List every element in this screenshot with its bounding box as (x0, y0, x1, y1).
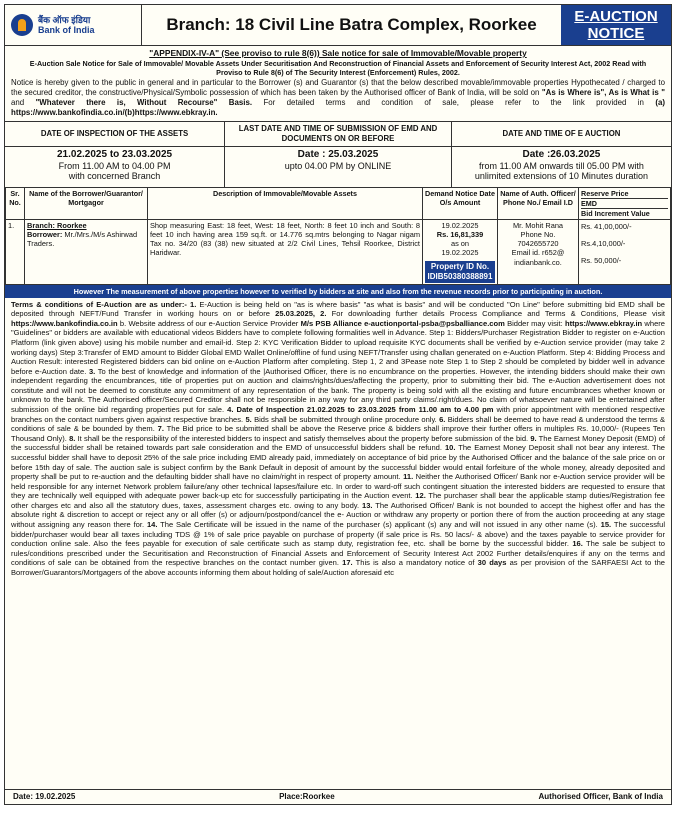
row-amount: Rs. 16,81,339 (436, 229, 484, 239)
terms-n6: 6. (439, 414, 446, 424)
row-phone: 7042655720 (517, 239, 559, 249)
inspection-heading: DATE OF INSPECTION OF THE ASSETS (5, 122, 224, 147)
terms-text-17: The Sale Certificate will be issued in the name of the purchaser (s) applicant (s) any and will not issued in any other name (s). (157, 519, 601, 529)
terms-text-5: where "Guidelines" or bidders are available with educational videos Bidders have to complete following formalities well in Advance. Step 1: Bidders/Purchaser Registration Bidder to register on e-Auction Platform (link given above) using his mobile number and email-id. Step 2: KYC Verification Bidder to upload requisite KYC documents shall be verified by e-Auction service provider (may take 2 working days) Step 3:Transfer of EMD amount to Bidder Global EMD Wallet Online/offline of fund using NEFT/Transfer using challan generated on e-Auction Platform. Step 4: Bidding Process and Auction Result: interested Registered bidders can bid online on e-Auction Platform after completing. Step 1, 2 and 3Pease note Step 1 to Step 2 should be completed by bidder well in advance before e-Auction date. (11, 318, 665, 376)
row-officer-name: Mr. Mohit Rana (512, 220, 564, 230)
row-email: Email id. r652@ indianbank.co. (511, 248, 565, 267)
terms-text-8: Bids shall be submitted through online procedure only. (251, 414, 440, 424)
property-id-badge: Property ID No. IDIB50380388891 (425, 261, 495, 283)
header-demand (423, 187, 498, 219)
terms-text-15: The purchaser shall bear the applicable stamp duties/Registration fee other charges etc and also all the statutory dues, taxes, assessment charges etc. owing to any body. (11, 491, 666, 510)
row-reserve-price: Rs. 41,00,000/- (581, 221, 632, 231)
measurement-notice-bar: However The measurement of above properties however to verified by bidders at site and also from the revenue records prior to participating in auction. (5, 285, 671, 298)
terms-url-ebkray: https://www.ebkray.in (565, 318, 643, 328)
header-demand-date: Demand Notice Date (425, 188, 495, 198)
terms-days: 30 days (477, 558, 507, 568)
terms-text-16: The Authorised Officer/ Bank is not bounded to accept the highest offer and has the absolute right & discretion to accept or reject any or all offer (s) or adjourn/postpond/cancel the e- Auction or withdraw any property or portion there of from the auction proceeding at any stage without assigning any reason there for. (11, 500, 665, 529)
notice-header (5, 5, 671, 46)
row-as-on-date: 19.02.2025 (441, 248, 479, 258)
terms-text-2: For downloading further details Process Compliance and Terms & Conditions, Please visit (326, 309, 665, 319)
terms-url-bankofindia: https://www.bankofindia.co.in (11, 318, 118, 328)
row-borrower (25, 219, 148, 284)
row-branch: Branch: Roorkee (27, 220, 87, 230)
row-borrower-name: Mr./Mrs./M/s Ashirwad Traders. (27, 229, 138, 249)
row-phone-label: Phone No. (520, 229, 556, 239)
terms-heading: Terms & conditions of E-Auction are as under:- 1. (11, 299, 197, 309)
e-auction-badge (561, 5, 671, 45)
inspection-note: with concerned Branch (68, 171, 161, 182)
terms-provider: M/s PSB Alliance e-auctionportal-psba@psballiance.com (300, 318, 505, 328)
notice-footer (5, 789, 671, 804)
terms-text-19: The sale be subject to rules/conditions prescribed under the Securitisation and Reconstruction of Financial Assets and Enforcement of Security Interest Act 2002 Further details/enquires if any on the terms and conditions of sale can be obtained from the respective branches on the contact number given. (11, 539, 666, 568)
terms-n10: 10. (444, 443, 456, 453)
bank-star-logo-icon (11, 14, 33, 36)
badge-line-2: NOTICE (587, 25, 645, 42)
row-borrower-label: Borrower: (27, 229, 63, 239)
terms-n9: 9. (530, 433, 537, 443)
row-prices (579, 219, 671, 284)
header-os-amount: O/s Amount (439, 197, 481, 207)
row-demand-date: 19.02.2025 (441, 220, 479, 230)
terms-n13: 13. (362, 500, 373, 510)
emd-column (225, 122, 452, 187)
branch-title: Branch: 18 Civil Line Batra Complex, Roorkee (166, 15, 537, 35)
auction-body (452, 147, 671, 187)
badge-line-1: E-AUCTION (574, 7, 658, 25)
terms-text-9: Bidders shall be deemed to have read & understood the terms & conditions of sale & be bounded by them. (11, 414, 665, 434)
row-bid-increment: Rs. 50,000/- (581, 256, 622, 266)
row-demand (423, 219, 498, 284)
terms-text-14: Neither the Authorised Officer/ Bank nor e-Auction service provider will be held responsible for any internet Network problem failure/any other technical lapses/failure etc. In order to ward-off such contingent situation the interested bidders are requested to ensure that they are technically well equipped with adequate power back-up etc for successfully participating in the Auction event. (11, 472, 665, 501)
property-table-header (6, 187, 671, 219)
auction-note: unlimited extensions of 10 Minutes duration (474, 171, 648, 182)
terms-text-13: The Earnest Money Deposit shall not bear any interest. The successful bidder shall have to deposit 25% of the sale price including EMD already paid, immediately on acceptance of bid price by the Authorised Officer and the balance of the sale price on or before 15th day of sale. The auction sale is subject confirm by the Bank Default in deposit of amount by the successful bidder would entail forfeiture of the whole money, already deposited and property shall be put to re-auction and the defaulting bidder shall have no claim/right in respect of property amount. (11, 443, 665, 482)
inspection-column (5, 122, 225, 187)
header-officer: Name of Auth. Officer/ Phone No./ Email I.D (498, 187, 579, 219)
intro-bold-2: "Whatever there is, Without Recourse" Basis. (35, 98, 253, 108)
header-reserve-price: Reserve Price (581, 189, 668, 199)
bank-name (38, 15, 95, 36)
emd-time: upto 04.00 PM by ONLINE (284, 160, 392, 171)
row-description: Shop measuring East: 18 feet, West: 18 feet, North: 8 feet 10 inch and South: 8 feet 10 inch having area 159 sq.ft. or 14.776 sq.mtrs belonging to Nagar nigam Tax no. 34/20 (83 (38) new situated at 2/2 Civil Lines, Tehsil Roorkee, District Haridwar. (148, 219, 423, 284)
terms-n17: 17. (342, 558, 353, 568)
header-bid-increment: Bid Increment Value (581, 208, 650, 218)
terms-text-20: This is also a mandatory notice of (352, 558, 478, 568)
auction-heading: DATE AND TIME OF E AUCTION (452, 122, 671, 147)
terms-date-1: 25.03.2025, 2. (275, 309, 327, 319)
auction-time: from 11.00 AM onwards till 05.00 PM with (478, 160, 644, 171)
key-dates (5, 121, 671, 187)
terms-n4: 4. Date of Inspection 21.02.2025 to 23.03.2025 from 11.00 am to 4.00 pm (227, 405, 494, 415)
auction-column (452, 122, 671, 187)
row-borrower-line (27, 230, 145, 249)
terms-text-6: To the best of knowledge and information of the |Authorised Officer, there is no encumbrance on the properties. However, the intending bidders should make their own independent regarding the encumbrances, title of properties put on auction and claims/rights/dues/affecting the property, prior to submitting their bid. The e-Auction advertisement does not constitute and will not be deemed to constitute any commitment of any representation of the bank. The property is being sold with all the existing and future encumbrances whether known or unknown to the bank. The Authorised officer/Secured Creditor shall not be responsible in any way for any third party claims/.right/dues. No claim of whatsoever nature will be entertained after submission of the online bid regarding properties put for sale. (11, 366, 666, 415)
footer-date: Date: 19.02.2025 (13, 792, 76, 801)
terms-text-18: The successful bidder/purchaser would bear all taxes including TDS @ 1% of sale price payable on purchase of property (if sale price is Rs. 50 lacs/- & above) and the taxes payable to service provider for conduction online sale. Also the fees payable for execution of sale certificate such as stamp duty, registration fee, etc. shall be borne by the successful bidder. (11, 519, 665, 549)
notice-subtitle: E-Auction Sale Notice for Sale of Immovable/ Movable Assets Under Securitisation And Reconstruction of Financial Assets and Enforcement of Security Interest Act, 2002 Read with Proviso to Rule 8(6) of The Security Interest (Enforcement) Rules, 2002. (29, 58, 647, 77)
intro-paragraph (5, 77, 671, 121)
emd-body (225, 147, 451, 187)
bank-logo (5, 5, 142, 45)
inspection-body (5, 147, 224, 187)
terms-text-21: as per provision of the SARFAESI Act to the Borrower/Guarantors/Mortgagers of the above accounts informing them about holding of sale/Auction aforesaid etc (11, 558, 665, 577)
header-description: Description of Immovable/Movable Assets (148, 187, 423, 219)
intro-part-2: and (11, 98, 36, 108)
emd-date: Date : 25.03.2025 (297, 148, 379, 160)
header-sr: Sr. No. (6, 187, 25, 219)
appendix-title: "APPENDIX-IV-A" (See proviso to rule 8(6)) Sale notice for sale of Immovable/Movable property (149, 48, 527, 58)
terms-n16: 16. (572, 539, 583, 549)
terms-n5: 5. (245, 414, 252, 424)
auction-notice (4, 4, 672, 805)
terms-text-12: The Earnest Money Deposit (EMD) of the successful bidder shall be retained towards part sale consideration and the EMD of unsuccessful bidders shall be refund. (11, 433, 665, 453)
terms-text-3: b. Website address of our e-Auction Service Provider (117, 318, 301, 328)
header-emd: EMD (581, 199, 668, 209)
terms-n15: 15. (600, 519, 612, 529)
bank-name-hindi: बैंक ऑफ इंडिया (38, 14, 91, 25)
row-emd: Rs.4,10,000/- (581, 238, 626, 248)
table-row (6, 219, 671, 284)
footer-signatory: Authorised Officer, Bank of India (538, 792, 663, 801)
intro-bold-1: "As is Where is", As is What is " (541, 87, 665, 97)
bank-name-english: Bank of India (38, 25, 95, 35)
intro-part-1: Notice is hereby given to the public in general and in particular to the Borrower (s) and Guarantor (s) that the below described movable/immovable properties Hypothecated / charged to the secured creditor, the constructive/Physical/Symbolic possession of which has been taken by the Authorised officer of Bank of India, will be sold on (11, 77, 665, 97)
terms-n14: 14. (146, 519, 158, 529)
inspection-date: 21.02.2025 to 23.03.2025 (57, 148, 173, 160)
intro-links: (a) https://www.bankofindia.co.in/(b)https://www.ebkray.in. (11, 98, 665, 118)
header-borrower: Name of the Borrower/Guarantor/ Mortgagor (25, 187, 148, 219)
row-sr: 1. (6, 219, 25, 284)
row-officer (498, 219, 579, 284)
header-reserve (579, 187, 671, 219)
inspection-time: From 11.00 AM to 04.00 PM (58, 160, 171, 171)
terms-text-4: Bidder may visit: (504, 318, 565, 328)
row-as-on: as on (450, 239, 470, 249)
terms-n3: 3. (88, 366, 96, 376)
auction-date: Date :26.03.2025 (522, 148, 601, 160)
terms-text-11: It shall be the responsibility of the interested bidders to inspect and satisfy themselves about the property before submission of the bid. (75, 433, 531, 443)
terms-n8: 8. (69, 433, 76, 443)
emd-heading: LAST DATE AND TIME OF SUBMISSION OF EMD AND DOCUMENTS ON OR BEFORE (225, 122, 451, 147)
terms-n7: 7. (157, 424, 164, 434)
terms-text-1: E-Auction is being held on "as is where basis" "as what is basis" and will be conducted "On Line" before submitting bid EMD shall be deposited through NEFT/Fund Transfer in working hours on or before (11, 299, 666, 319)
terms-n12: 12. (415, 491, 426, 501)
intro-part-3: For detailed terms and condition of sale, please refer to the link provided in (252, 98, 656, 108)
terms-text-10: The Bid price to be submitted shall be above the Reserve price & bidders shall improve their further offers in multiples Rs. 10,000/- (Rupees Ten Thousand Only). (11, 424, 665, 443)
footer-place: Place:Roorkee (279, 792, 335, 801)
terms-and-conditions (5, 298, 671, 580)
terms-text-7: with prior appointment with mentioned respective branches on the contact numbers given against respective branches. (11, 405, 665, 424)
property-table (5, 187, 671, 285)
terms-n11: 11. (403, 472, 414, 482)
